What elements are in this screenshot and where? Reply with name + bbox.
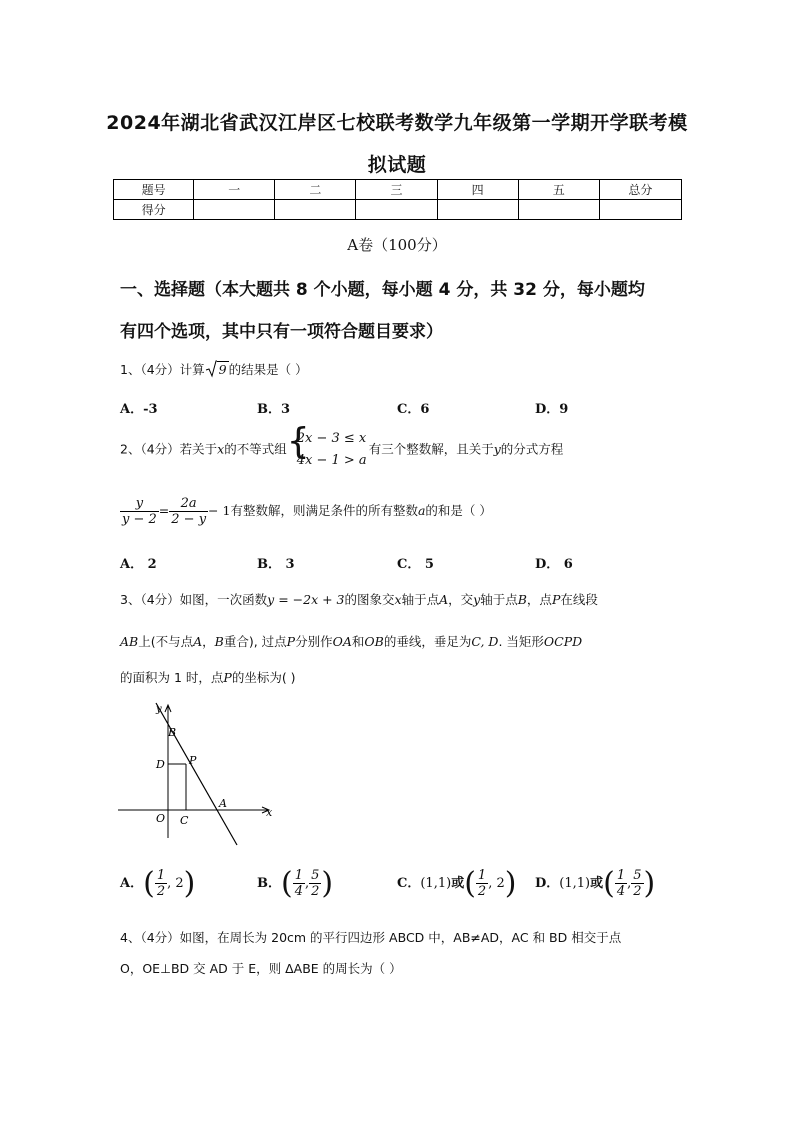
- score-cell[interactable]: [437, 200, 518, 220]
- fraction: [476, 868, 488, 899]
- eq-rhs-fraction: [169, 496, 208, 527]
- comma: ,: [305, 876, 310, 891]
- q2-mid3: 的分式方程: [500, 441, 564, 457]
- question-3-line1: [120, 590, 598, 608]
- eq-equals: =: [158, 503, 170, 518]
- fraction: [615, 868, 627, 899]
- q3-point: B: [214, 634, 224, 649]
- paren-close: ): [183, 866, 196, 901]
- coord-tail: , 2: [167, 876, 184, 891]
- q3-text: 的垂线，垂足为: [383, 634, 472, 649]
- fraction: [155, 868, 167, 899]
- label-b: B: [168, 726, 177, 739]
- denominator: 2: [633, 884, 642, 899]
- q3-point: P: [551, 592, 561, 607]
- q2-var-a: a: [417, 503, 426, 518]
- inequality-2: 4x − 1 > a: [296, 453, 367, 468]
- numerator: 1: [156, 868, 166, 883]
- q3-points: C, D: [471, 634, 499, 649]
- q1-option-b[interactable]: B．3: [257, 402, 291, 417]
- score-table: [113, 179, 682, 220]
- question-4-line1: 4、（4分）如图，在周长为 20cm 的平行四边形 ABCD 中，AB≠AD，AC 和 BD 相交于点: [120, 930, 622, 945]
- paren-open: (: [143, 866, 155, 901]
- q1-radicand: 9: [218, 362, 227, 377]
- paren-open: (: [464, 866, 476, 901]
- q3-option-d[interactable]: [535, 866, 655, 901]
- question-3-line2: [120, 632, 582, 650]
- paren-open: (: [281, 866, 293, 901]
- q3-text: 的坐标为( ): [231, 670, 296, 685]
- brace-symbol: {: [286, 421, 310, 462]
- score-header-cell: 三: [356, 180, 437, 200]
- score-header-cell: 总分: [599, 180, 681, 200]
- numerator: 5: [311, 868, 320, 883]
- score-header-cell: 五: [518, 180, 599, 200]
- score-header-cell: 四: [437, 180, 518, 200]
- q3-text: 在线段: [560, 592, 598, 607]
- coord-pre: (1,1): [420, 876, 452, 891]
- paren-close: ): [321, 866, 334, 901]
- exam-title-line1: 2024年湖北省武汉江岸区七校联考数学九年级第一学期开学联考模: [106, 112, 688, 134]
- q3-var: y: [473, 592, 481, 607]
- label-c: C: [180, 814, 189, 827]
- q1-option-d[interactable]: D．9: [535, 402, 569, 417]
- q3-point: A: [439, 592, 449, 607]
- fraction: [631, 868, 643, 899]
- q2-option-a[interactable]: A． 2: [120, 557, 157, 572]
- q3-text: 和: [351, 634, 365, 649]
- q3-option-b[interactable]: [257, 866, 333, 901]
- q3-var: x: [394, 592, 402, 607]
- eq-lhs-denominator: y − 2: [122, 512, 157, 527]
- q3-rectangle: OCPD: [543, 634, 583, 649]
- denominator: 2: [311, 884, 320, 899]
- q1-option-a[interactable]: A．-3: [120, 402, 158, 417]
- q2-var-x: x: [217, 441, 225, 457]
- numerator: 1: [294, 868, 303, 883]
- exam-title-line2: 拟试题: [367, 154, 427, 176]
- q3-point: B: [517, 592, 527, 607]
- q3-point: P: [223, 670, 232, 685]
- numerator: 1: [616, 868, 626, 883]
- q3-text: 的图象交: [344, 592, 395, 607]
- question-2-line2: [120, 496, 492, 527]
- numerator: 5: [633, 868, 642, 883]
- q2-line2-text: 有整数解，则满足条件的所有整数: [230, 503, 418, 518]
- score-cell[interactable]: [194, 200, 275, 220]
- score-cell[interactable]: [599, 200, 681, 220]
- q3-point: A: [193, 634, 203, 649]
- inequality-1: 2x − 3 ≤ x: [296, 431, 367, 446]
- fraction: [309, 868, 321, 899]
- q1-suffix: 的结果是（ ）: [228, 362, 308, 377]
- q3-segment: OB: [364, 634, 384, 649]
- q3-segment: AB: [120, 634, 139, 649]
- q2-mid2: 有三个整数解，且关于: [368, 441, 494, 457]
- eq-rhs-denominator: 2 − y: [171, 512, 207, 527]
- q3-point: P: [286, 634, 296, 649]
- q3-option-a[interactable]: [120, 866, 195, 901]
- score-header-cell: 一: [194, 180, 275, 200]
- score-table-header-row: [114, 180, 682, 200]
- label-x: x: [266, 806, 273, 819]
- label-d: D: [156, 758, 165, 771]
- label-p: P: [189, 754, 197, 767]
- coord-tail: , 2: [488, 876, 505, 891]
- q1-option-c[interactable]: C．6: [397, 402, 430, 417]
- question-4-line2: O，OE⊥BD 交 AD 于 E，则 ΔABE 的周长为（ ）: [120, 961, 402, 976]
- q3-text: ，点: [526, 592, 552, 607]
- paren-open: (: [603, 866, 615, 901]
- q2-line2-end: 的和是（ ）: [425, 503, 492, 518]
- score-row-label: 得分: [114, 200, 194, 220]
- score-header-cell: 二: [275, 180, 356, 200]
- option-letter: C．: [397, 876, 421, 891]
- q1-prefix: 1、（4分）计算: [120, 362, 205, 377]
- section1-heading-line2: 有四个选项，其中只有一项符合题目要求）: [120, 322, 443, 342]
- score-header-cell: 题号: [114, 180, 194, 200]
- denominator: 4: [294, 884, 303, 899]
- q3-text: 重合), 过点: [223, 634, 287, 649]
- section1-heading-line1: 一、选择题（本大题共 8 个小题，每小题 4 分，共 32 分，每小题均: [120, 280, 645, 300]
- paren-close: ): [643, 866, 656, 901]
- inequality-system: [286, 421, 367, 472]
- q2-option-d[interactable]: D． 6: [535, 557, 573, 572]
- question-2-line1: [120, 421, 564, 472]
- eq-lhs-fraction: [120, 496, 159, 527]
- label-o: O: [156, 812, 166, 825]
- option-letter: B．: [257, 876, 281, 891]
- q3-text: . 当矩形: [498, 634, 544, 649]
- denominator: 2: [477, 884, 487, 899]
- q2-option-c[interactable]: C． 5: [397, 557, 434, 572]
- denominator: 4: [616, 884, 626, 899]
- eq-lhs-numerator: y: [120, 496, 159, 512]
- volume-heading: A卷（100分）: [347, 236, 447, 254]
- q3-option-c[interactable]: [397, 866, 516, 901]
- score-cell[interactable]: [356, 200, 437, 220]
- fraction: [293, 868, 305, 899]
- q3-text: 3、（4分）如图，一次函数: [120, 592, 268, 607]
- q3-text: 轴于点: [401, 592, 440, 607]
- q2-mid1: 的不等式组: [224, 441, 287, 457]
- q2-prefix: 2、（4分）若关于: [120, 441, 218, 457]
- or-text: 或: [451, 876, 465, 891]
- q3-text: ，交: [448, 592, 474, 607]
- question-1: [120, 360, 308, 378]
- score-cell[interactable]: [275, 200, 356, 220]
- q2-option-b[interactable]: B． 3: [257, 557, 295, 572]
- q3-segment: OA: [332, 634, 352, 649]
- q3-figure: [118, 698, 278, 850]
- coord-pre: (1,1): [559, 876, 591, 891]
- denominator: 2: [156, 884, 166, 899]
- q3-text: 上(不与点: [138, 634, 194, 649]
- q3-text: 轴于点: [480, 592, 518, 607]
- q3-text: 的面积为 1 时，点: [120, 670, 224, 685]
- question-3-line3: [120, 668, 296, 686]
- eq-rhs-numerator: 2a: [169, 496, 208, 512]
- paren-close: ): [504, 866, 517, 901]
- sqrt-symbol: [205, 360, 217, 378]
- option-letter: D．: [535, 876, 560, 891]
- or-text: 或: [590, 876, 604, 891]
- q3-function: y = −2x + 3: [267, 592, 345, 607]
- score-table-score-row: [114, 200, 682, 220]
- q3-text: 分别作: [295, 634, 333, 649]
- comma: ,: [627, 876, 632, 891]
- q3-text: ，: [202, 634, 215, 649]
- q2-var-y: y: [493, 441, 501, 457]
- numerator: 1: [477, 868, 487, 883]
- eq-tail: − 1: [208, 503, 231, 518]
- label-a: A: [219, 797, 227, 810]
- option-letter: A．: [120, 876, 144, 891]
- label-y: y: [156, 704, 162, 715]
- score-cell[interactable]: [518, 200, 599, 220]
